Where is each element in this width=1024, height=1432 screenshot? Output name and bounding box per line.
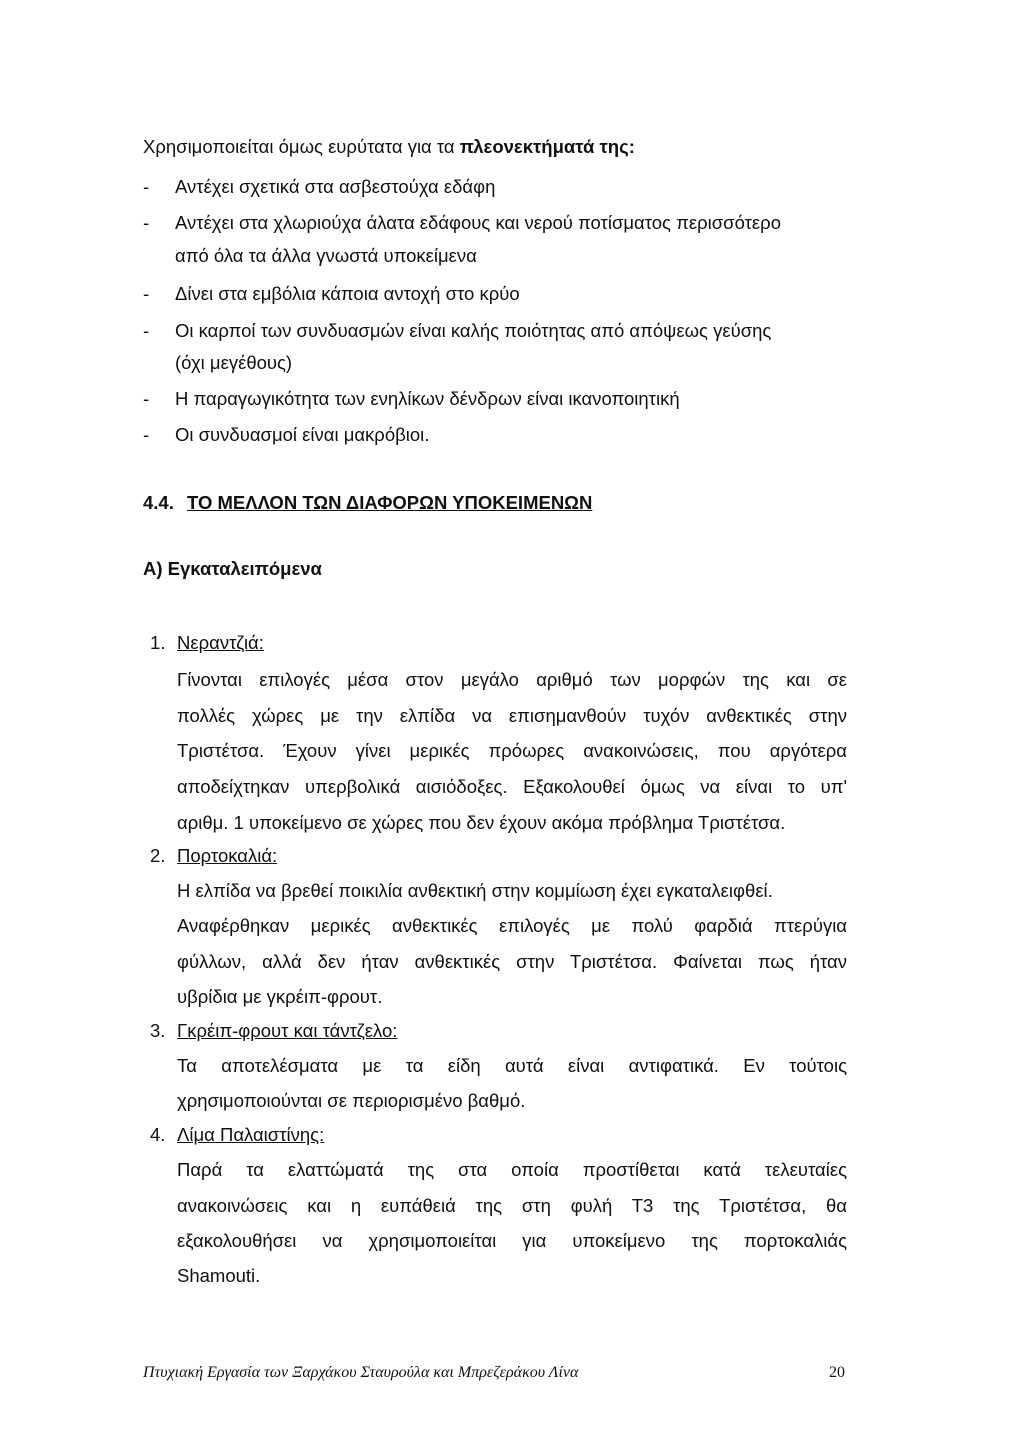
list-item: Οι συνδυασμοί είναι μακρόβιοι. xyxy=(175,424,430,445)
bullet-dash: - xyxy=(143,424,150,445)
item-number: 3. xyxy=(150,1020,166,1041)
item-line: φύλλων, αλλά δεν ήταν ανθεκτικές στην Τριστέτσα. Φαίνεται πως ήταν xyxy=(177,951,847,972)
bullet-dash: - xyxy=(143,283,150,304)
section-number: 4.4. xyxy=(143,492,174,513)
list-item-continuation: (όχι μεγέθους) xyxy=(175,352,293,373)
bullet-dash: - xyxy=(143,176,150,197)
item-line: Shamouti. xyxy=(177,1265,261,1286)
item-line: Αναφέρθηκαν μερικές ανθεκτικές επιλογές με πολύ φαρδιά πτερύγια xyxy=(177,915,847,936)
section-heading xyxy=(143,492,592,514)
list-item: Αντέχει σχετικά στα ασβεστούχα εδάφη xyxy=(175,176,496,197)
intro-text: Χρησιμοποιείται όμως ευρύτατα για τα xyxy=(143,136,460,157)
item-title: Πορτοκαλιά: xyxy=(177,845,278,866)
item-line: Γίνονται επιλογές μέσα στον μεγάλο αριθμό των μορφών της και σε xyxy=(177,669,847,690)
item-number: 4. xyxy=(150,1124,166,1145)
item-line: αριθμ. 1 υποκείμενο σε χώρες που δεν έχουν ακόμα πρόβλημα Τριστέτσα. xyxy=(177,812,786,833)
list-item: Αντέχει στα χλωριούχα άλατα εδάφους και νερού ποτίσματος περισσότερο xyxy=(175,212,781,233)
item-line: Η ελπίδα να βρεθεί ποικιλία ανθεκτική στην κομμίωση έχει εγκαταλειφθεί. xyxy=(177,880,773,901)
subsection-heading: Α) Εγκαταλειπόμενα xyxy=(143,558,322,579)
item-number: 1. xyxy=(150,632,166,653)
page-number: 20 xyxy=(829,1364,845,1381)
item-line: Τριστέτσα. Έχουν γίνει μερικές πρόωρες ανακοινώσεις, που αργότερα xyxy=(177,740,847,761)
item-line: Τα αποτελέσματα με τα είδη αυτά είναι αντιφατικά. Εν τούτοις xyxy=(177,1055,847,1076)
item-number: 2. xyxy=(150,845,166,866)
bullet-dash: - xyxy=(143,320,150,341)
item-line: πολλές χώρες με την ελπίδα να επισημανθούν τυχόν ανθεκτικές στην xyxy=(177,705,847,726)
list-item: Οι καρποί των συνδυασμών είναι καλής ποιότητας από απόψεως γεύσης xyxy=(175,320,772,341)
list-item: Δίνει στα εμβόλια κάποια αντοχή στο κρύο xyxy=(175,283,520,304)
item-title: Νεραντζιά: xyxy=(177,632,264,653)
intro-bold-text: πλεονεκτήματά της: xyxy=(459,136,635,157)
list-item: Η παραγωγικότητα των ενηλίκων δένδρων είναι ικανοποιητική xyxy=(175,388,680,409)
item-line: χρησιμοποιούνται σε περιορισμένο βαθμό. xyxy=(177,1090,526,1111)
intro-paragraph xyxy=(143,136,635,158)
item-line: αποδείχτηκαν υπερβολικά αισιόδοξες. Εξακολουθεί όμως να είναι το υπ' xyxy=(177,776,847,797)
item-line: ανακοινώσεις και η ευπάθειά της στη φυλή Τ3 της Τριστέτσα, θα xyxy=(177,1195,847,1216)
section-title: ΤΟ ΜΕΛΛΟΝ ΤΩΝ ΔΙΑΦΟΡΩΝ ΥΠΟΚΕΙΜΕΝΩΝ xyxy=(187,492,593,513)
list-item-continuation: από όλα τα άλλα γνωστά υποκείμενα xyxy=(175,245,477,266)
item-line: υβρίδια με γκρέιπ-φρουτ. xyxy=(177,986,383,1007)
footer-text: Πτυχιακή Εργασία των Ξαρχάκου Σταυρούλα και Μπρεζεράκου Λίνα xyxy=(143,1364,579,1381)
bullet-dash: - xyxy=(143,212,150,233)
item-title: Λίμα Παλαιστίνης: xyxy=(177,1124,325,1145)
item-line: εξακολουθήσει να χρησιμοποιείται για υποκείμενο της πορτοκαλιάς xyxy=(177,1230,847,1251)
item-line: Παρά τα ελαττώματά της στα οποία προστίθεται κατά τελευταίες xyxy=(177,1159,847,1180)
bullet-dash: - xyxy=(143,388,150,409)
item-title: Γκρέιπ-φρουτ και τάντζελο: xyxy=(177,1020,398,1041)
